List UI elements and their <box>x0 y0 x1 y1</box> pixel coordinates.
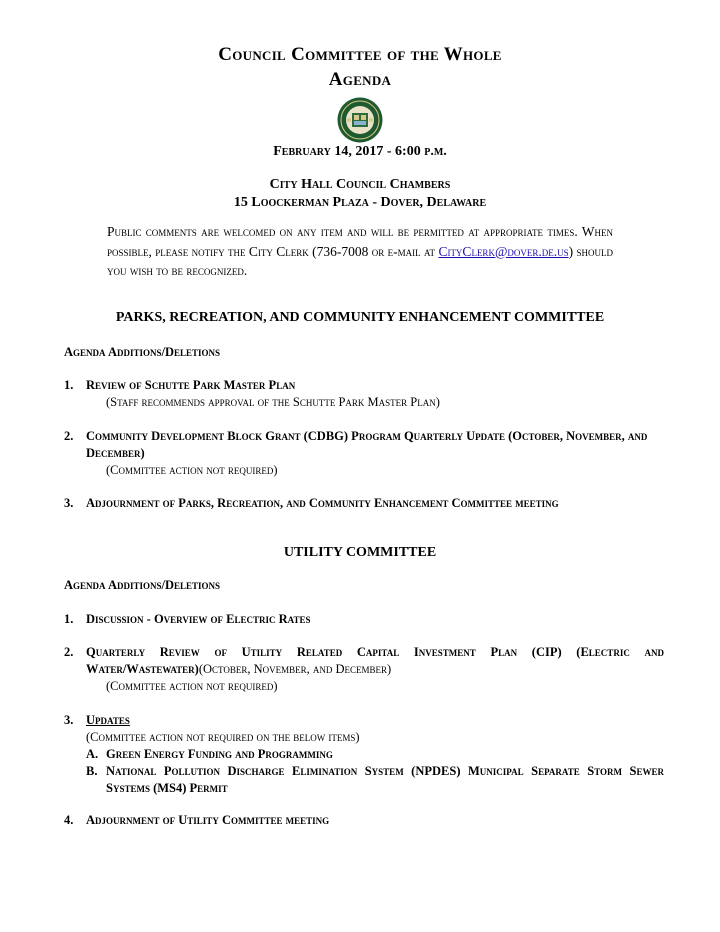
subitem-a <box>64 746 664 763</box>
notice-text: Public comments are welcomed on any item and will be permitted at appropriate times. When possible, please notify the City Clerk (736-7008 or e-mail at <box>107 224 613 259</box>
item-note: (Staff recommends approval of the Schutte Park Master Plan) <box>106 395 440 409</box>
item-title-rest: (October, November, and December) <box>198 662 392 676</box>
item-title: Updates <box>86 713 130 727</box>
utility-item-3 <box>64 712 664 797</box>
location-line2: 15 Loockerman Plaza - Dover, Delaware <box>233 195 487 210</box>
item-title: Adjournment of Parks, Recreation, and Community Enhancement Committee meeting <box>86 496 559 510</box>
utility-item-1 <box>64 611 664 628</box>
item-note: (Committee action not required) <box>106 463 278 477</box>
item-number: 4. <box>64 813 74 827</box>
agenda-subtitle: Agenda <box>328 69 392 90</box>
item-note: (Committee action not required on the below items) <box>86 730 360 744</box>
parks-item-1 <box>64 377 664 411</box>
item-title: Review of Schutte Park Master Plan <box>86 378 296 392</box>
parks-committee-heading: PARKS, RECREATION, AND COMMUNITY ENHANCEMENT COMMITTEE <box>115 310 605 325</box>
item-title: Adjournment of Utility Committee meeting <box>86 813 330 827</box>
agenda-title: Council Committee of the Whole <box>218 44 502 65</box>
subitem-letter: A. <box>86 747 99 761</box>
city-seal-icon <box>337 97 383 143</box>
subitem-b <box>64 763 664 797</box>
parks-item-3 <box>64 495 664 512</box>
city-clerk-email-link[interactable]: CityClerk@dover.de.us <box>438 243 569 259</box>
utility-agenda-additions: Agenda Additions/Deletions <box>64 578 221 592</box>
item-number: 1. <box>64 378 74 392</box>
subitem-text: Green Energy Funding and Programming <box>106 747 333 761</box>
item-number: 1. <box>64 612 74 626</box>
item-note: (Committee action not required) <box>106 679 278 693</box>
utility-item-2 <box>64 644 664 695</box>
notice-text-end: ) should you wish to be recognized. <box>107 243 614 278</box>
utility-item-4 <box>64 812 664 829</box>
item-number: 2. <box>64 645 74 659</box>
public-comment-notice <box>107 222 613 281</box>
subitem-letter: B. <box>86 764 98 778</box>
parks-item-2 <box>64 428 664 479</box>
item-number: 3. <box>64 713 74 727</box>
item-title: Community Development Block Grant (CDBG) Program Quarterly Update (October, November, and December) <box>86 429 648 460</box>
utility-committee-heading: UTILITY COMMITTEE <box>283 545 437 560</box>
item-title: Discussion - Overview of Electric Rates <box>86 612 311 626</box>
item-number: 2. <box>64 429 74 443</box>
item-number: 3. <box>64 496 74 510</box>
subitem-text: National Pollution Discharge Elimination System (NPDES) Municipal Separate Storm Sewer Systems (MS4) Permit <box>106 764 664 795</box>
location-line1: City Hall Council Chambers <box>269 177 451 192</box>
item-title: Quarterly Review of Utility Related Capital Investment Plan (CIP) (Electric and Water/Wastewater) <box>86 645 664 676</box>
parks-agenda-additions: Agenda Additions/Deletions <box>64 345 221 359</box>
meeting-date: February 14, 2017 - 6:00 p.m. <box>273 144 447 159</box>
